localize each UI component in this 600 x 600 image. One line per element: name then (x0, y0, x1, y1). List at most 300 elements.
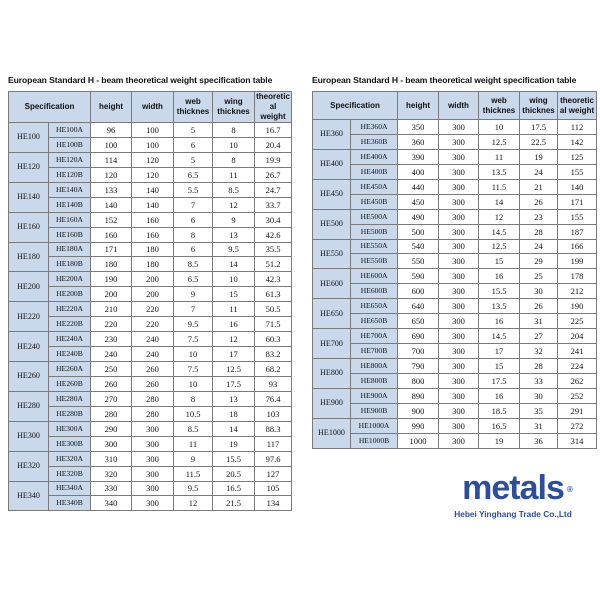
table-row (313, 149, 597, 164)
model-cell: HE1000A (351, 418, 398, 433)
web-thickness-cell: 13.5 (479, 299, 520, 314)
weight-cell: 252 (558, 388, 597, 403)
wing-thickness-cell: 16.5 (213, 481, 255, 496)
height-cell: 100 (91, 137, 132, 152)
wing-thickness-cell: 11 (213, 302, 255, 317)
table-row (313, 194, 597, 209)
series-cell: HE200 (9, 272, 49, 302)
model-cell: HE120B (49, 167, 91, 182)
weight-cell: 26.7 (255, 167, 292, 182)
width-cell: 300 (439, 284, 479, 299)
model-cell: HE650B (351, 314, 398, 329)
table-row (9, 421, 292, 436)
web-thickness-cell: 8 (174, 227, 213, 242)
header-specification: Specification (313, 92, 398, 120)
height-cell: 990 (398, 418, 439, 433)
header-theoretical-weight: theoretic al weight (558, 92, 597, 120)
table-row (313, 403, 597, 418)
height-cell: 210 (91, 302, 132, 317)
height-cell: 160 (91, 227, 132, 242)
height-cell: 350 (398, 120, 439, 135)
web-thickness-cell: 18.5 (479, 403, 520, 418)
model-cell: HE200B (49, 287, 91, 302)
web-thickness-cell: 15 (479, 359, 520, 374)
width-cell: 180 (132, 257, 174, 272)
width-cell: 260 (132, 376, 174, 391)
weight-cell: 71.5 (255, 317, 292, 332)
web-thickness-cell: 10.5 (174, 406, 213, 421)
height-cell: 900 (398, 403, 439, 418)
wing-thickness-cell: 8 (213, 123, 255, 138)
wing-thickness-cell: 32 (520, 344, 558, 359)
table-row (313, 433, 597, 448)
wing-thickness-cell: 23 (520, 209, 558, 224)
model-cell: HE320A (49, 451, 91, 466)
height-cell: 490 (398, 209, 439, 224)
table-row (9, 227, 292, 242)
height-cell: 600 (398, 284, 439, 299)
web-thickness-cell: 12.5 (479, 239, 520, 254)
wing-thickness-cell: 15 (213, 287, 255, 302)
weight-cell: 88.3 (255, 421, 292, 436)
web-thickness-cell: 16 (479, 269, 520, 284)
table-row (313, 269, 597, 284)
weight-cell: 20.4 (255, 137, 292, 152)
web-thickness-cell: 17.5 (479, 373, 520, 388)
width-cell: 300 (132, 496, 174, 511)
wing-thickness-cell: 12 (213, 332, 255, 347)
web-thickness-cell: 13.5 (479, 164, 520, 179)
model-cell: HE400B (351, 164, 398, 179)
height-cell: 890 (398, 388, 439, 403)
width-cell: 300 (439, 418, 479, 433)
width-cell: 300 (439, 149, 479, 164)
width-cell: 300 (439, 269, 479, 284)
width-cell: 300 (439, 194, 479, 209)
width-cell: 300 (439, 373, 479, 388)
table-row (9, 436, 292, 451)
table-row (313, 209, 597, 224)
series-cell: HE240 (9, 332, 49, 362)
model-cell: HE260B (49, 376, 91, 391)
model-cell: HE1000B (351, 433, 398, 448)
web-thickness-cell: 12.5 (479, 134, 520, 149)
weight-cell: 33.7 (255, 197, 292, 212)
model-cell: HE650A (351, 299, 398, 314)
weight-cell: 225 (558, 314, 597, 329)
height-cell: 540 (398, 239, 439, 254)
table-row (9, 451, 292, 466)
weight-cell: 178 (558, 269, 597, 284)
height-cell: 290 (91, 421, 132, 436)
weight-cell: 117 (255, 436, 292, 451)
weight-cell: 140 (558, 179, 597, 194)
wing-thickness-cell: 13 (213, 227, 255, 242)
width-cell: 200 (132, 272, 174, 287)
web-thickness-cell: 8.5 (174, 257, 213, 272)
height-cell: 260 (91, 376, 132, 391)
series-cell: HE1000 (313, 418, 351, 448)
web-thickness-cell: 5 (174, 123, 213, 138)
height-cell: 340 (91, 496, 132, 511)
model-cell: HE360A (351, 120, 398, 135)
weight-cell: 51.2 (255, 257, 292, 272)
weight-cell: 50.5 (255, 302, 292, 317)
weight-cell: 134 (255, 496, 292, 511)
height-cell: 590 (398, 269, 439, 284)
width-cell: 300 (439, 299, 479, 314)
wing-thickness-cell: 18 (213, 406, 255, 421)
width-cell: 300 (439, 388, 479, 403)
model-cell: HE240B (49, 347, 91, 362)
table-row (9, 317, 292, 332)
model-cell: HE220A (49, 302, 91, 317)
header-height: height (398, 92, 439, 120)
weight-cell: 35.5 (255, 242, 292, 257)
height-cell: 240 (91, 347, 132, 362)
weight-cell: 187 (558, 224, 597, 239)
right-spec-table (312, 91, 597, 449)
height-cell: 550 (398, 254, 439, 269)
weight-cell: 97.6 (255, 451, 292, 466)
height-cell: 790 (398, 359, 439, 374)
series-cell: HE320 (9, 451, 49, 481)
series-cell: HE700 (313, 329, 351, 359)
company-name: Hebei Yinghang Trade Co.,Ltd (454, 509, 572, 519)
width-cell: 220 (132, 302, 174, 317)
wing-thickness-cell: 15.5 (213, 451, 255, 466)
table-row (9, 123, 292, 138)
series-cell: HE300 (9, 421, 49, 451)
model-cell: HE320B (49, 466, 91, 481)
height-cell: 114 (91, 152, 132, 167)
model-cell: HE180B (49, 257, 91, 272)
series-cell: HE600 (313, 269, 351, 299)
weight-cell: 127 (255, 466, 292, 481)
web-thickness-cell: 6 (174, 212, 213, 227)
height-cell: 400 (398, 164, 439, 179)
table-row (9, 272, 292, 287)
height-cell: 200 (91, 287, 132, 302)
web-thickness-cell: 11.5 (479, 179, 520, 194)
wing-thickness-cell: 27 (520, 329, 558, 344)
wing-thickness-cell: 12.5 (213, 362, 255, 377)
model-cell: HE260A (49, 362, 91, 377)
right-table-title: European Standard H - beam theoretical weight specification table (312, 75, 577, 85)
height-cell: 440 (398, 179, 439, 194)
wing-thickness-cell: 8.5 (213, 182, 255, 197)
series-cell: HE900 (313, 388, 351, 418)
table-row (9, 302, 292, 317)
wing-thickness-cell: 9.5 (213, 242, 255, 257)
model-cell: HE300A (49, 421, 91, 436)
table-row (313, 418, 597, 433)
web-thickness-cell: 9.5 (174, 481, 213, 496)
width-cell: 160 (132, 212, 174, 227)
web-thickness-cell: 15 (479, 254, 520, 269)
width-cell: 300 (132, 421, 174, 436)
series-cell: HE800 (313, 359, 351, 389)
wing-thickness-cell: 24 (520, 164, 558, 179)
weight-cell: 272 (558, 418, 597, 433)
series-cell: HE180 (9, 242, 49, 272)
height-cell: 320 (91, 466, 132, 481)
wing-thickness-cell: 9 (213, 212, 255, 227)
series-cell: HE260 (9, 362, 49, 392)
wing-thickness-cell: 31 (520, 418, 558, 433)
model-cell: HE600A (351, 269, 398, 284)
height-cell: 230 (91, 332, 132, 347)
wing-thickness-cell: 22.5 (520, 134, 558, 149)
table-row (313, 344, 597, 359)
wing-thickness-cell: 21.5 (213, 496, 255, 511)
web-thickness-cell: 7.5 (174, 332, 213, 347)
height-cell: 140 (91, 197, 132, 212)
wing-thickness-cell: 28 (520, 359, 558, 374)
header-wing-thickness: wing thicknes (520, 92, 558, 120)
model-cell: HE500B (351, 224, 398, 239)
weight-cell: 155 (558, 209, 597, 224)
table-row (9, 242, 292, 257)
wing-thickness-cell: 26 (520, 194, 558, 209)
table-row (313, 329, 597, 344)
web-thickness-cell: 12 (174, 496, 213, 511)
width-cell: 300 (439, 433, 479, 448)
model-cell: HE180A (49, 242, 91, 257)
wing-thickness-cell: 24 (520, 239, 558, 254)
width-cell: 300 (439, 120, 479, 135)
model-cell: HE220B (49, 317, 91, 332)
series-cell: HE140 (9, 182, 49, 212)
width-cell: 300 (439, 134, 479, 149)
series-cell: HE450 (313, 179, 351, 209)
table-row (313, 120, 597, 135)
table-row (9, 137, 292, 152)
web-thickness-cell: 9.5 (174, 317, 213, 332)
weight-cell: 42.3 (255, 272, 292, 287)
wing-thickness-cell: 31 (520, 314, 558, 329)
weight-cell: 93 (255, 376, 292, 391)
model-cell: HE450A (351, 179, 398, 194)
wing-thickness-cell: 10 (213, 272, 255, 287)
weight-cell: 166 (558, 239, 597, 254)
model-cell: HE300B (49, 436, 91, 451)
table-row (313, 179, 597, 194)
web-thickness-cell: 7.5 (174, 362, 213, 377)
height-cell: 330 (91, 481, 132, 496)
series-cell: HE280 (9, 391, 49, 421)
model-cell: HE200A (49, 272, 91, 287)
web-thickness-cell: 8 (174, 391, 213, 406)
table-row (9, 481, 292, 496)
table-row (9, 332, 292, 347)
web-thickness-cell: 5 (174, 152, 213, 167)
table-header-row (9, 92, 292, 123)
weight-cell: 291 (558, 403, 597, 418)
weight-cell: 42.6 (255, 227, 292, 242)
table-row (9, 376, 292, 391)
web-thickness-cell: 8.5 (174, 421, 213, 436)
width-cell: 300 (439, 359, 479, 374)
header-wing-thickness: wing thicknes (213, 92, 255, 123)
web-thickness-cell: 6 (174, 242, 213, 257)
wing-thickness-cell: 17.5 (520, 120, 558, 135)
weight-cell: 68.2 (255, 362, 292, 377)
web-thickness-cell: 14 (479, 194, 520, 209)
wing-thickness-cell: 29 (520, 254, 558, 269)
weight-cell: 171 (558, 194, 597, 209)
model-cell: HE140B (49, 197, 91, 212)
header-width: width (132, 92, 174, 123)
web-thickness-cell: 14.5 (479, 329, 520, 344)
width-cell: 300 (132, 481, 174, 496)
web-thickness-cell: 9 (174, 451, 213, 466)
model-cell: HE280B (49, 406, 91, 421)
table-row (9, 496, 292, 511)
weight-cell: 314 (558, 433, 597, 448)
wing-thickness-cell: 17 (213, 347, 255, 362)
height-cell: 270 (91, 391, 132, 406)
web-thickness-cell: 11 (174, 436, 213, 451)
wing-thickness-cell: 36 (520, 433, 558, 448)
wing-thickness-cell: 12 (213, 197, 255, 212)
web-thickness-cell: 7 (174, 302, 213, 317)
right-spec-table-block (312, 72, 596, 449)
header-web-thickness: web thicknes (174, 92, 213, 123)
table-row (9, 347, 292, 362)
web-thickness-cell: 9 (174, 287, 213, 302)
web-thickness-cell: 12 (479, 209, 520, 224)
series-cell: HE340 (9, 481, 49, 511)
model-cell: HE360B (351, 134, 398, 149)
left-spec-table-block (8, 72, 291, 511)
table-row (313, 284, 597, 299)
model-cell: HE700B (351, 344, 398, 359)
table-row (313, 164, 597, 179)
table-row (313, 134, 597, 149)
height-cell: 133 (91, 182, 132, 197)
wing-thickness-cell: 13 (213, 391, 255, 406)
width-cell: 200 (132, 287, 174, 302)
model-cell: HE700A (351, 329, 398, 344)
web-thickness-cell: 19 (479, 433, 520, 448)
width-cell: 140 (132, 197, 174, 212)
weight-cell: 125 (558, 149, 597, 164)
table-row (313, 373, 597, 388)
width-cell: 300 (439, 164, 479, 179)
model-cell: HE400A (351, 149, 398, 164)
logo-wordmark: metals (462, 469, 564, 507)
model-cell: HE450B (351, 194, 398, 209)
width-cell: 300 (439, 179, 479, 194)
height-cell: 96 (91, 123, 132, 138)
height-cell: 700 (398, 344, 439, 359)
height-cell: 300 (91, 436, 132, 451)
model-cell: HE160A (49, 212, 91, 227)
weight-cell: 103 (255, 406, 292, 421)
weight-cell: 105 (255, 481, 292, 496)
weight-cell: 24.7 (255, 182, 292, 197)
web-thickness-cell: 16 (479, 314, 520, 329)
weight-cell: 61.3 (255, 287, 292, 302)
width-cell: 300 (132, 451, 174, 466)
height-cell: 650 (398, 314, 439, 329)
width-cell: 280 (132, 406, 174, 421)
model-cell: HE900A (351, 388, 398, 403)
table-row (9, 362, 292, 377)
width-cell: 300 (439, 329, 479, 344)
width-cell: 120 (132, 152, 174, 167)
model-cell: HE900B (351, 403, 398, 418)
header-theoretical-weight: theoretic al weight (256, 92, 290, 121)
width-cell: 300 (439, 254, 479, 269)
wing-thickness-cell: 28 (520, 224, 558, 239)
table-row (9, 212, 292, 227)
height-cell: 280 (91, 406, 132, 421)
series-cell: HE220 (9, 302, 49, 332)
series-cell: HE500 (313, 209, 351, 239)
weight-cell: 83.2 (255, 347, 292, 362)
width-cell: 300 (132, 466, 174, 481)
height-cell: 450 (398, 194, 439, 209)
wing-thickness-cell: 26 (520, 299, 558, 314)
registered-mark: ® (566, 485, 573, 494)
series-cell: HE160 (9, 212, 49, 242)
weight-cell: 241 (558, 344, 597, 359)
table-row (9, 466, 292, 481)
model-cell: HE280A (49, 391, 91, 406)
table-row (9, 257, 292, 272)
table-row (9, 406, 292, 421)
height-cell: 500 (398, 224, 439, 239)
wing-thickness-cell: 30 (520, 284, 558, 299)
table-row (313, 224, 597, 239)
wing-thickness-cell: 11 (213, 167, 255, 182)
header-width: width (439, 92, 479, 120)
width-cell: 280 (132, 391, 174, 406)
company-logo (438, 470, 588, 519)
width-cell: 180 (132, 242, 174, 257)
table-row (9, 167, 292, 182)
weight-cell: 30.4 (255, 212, 292, 227)
series-cell: HE120 (9, 152, 49, 182)
height-cell: 190 (91, 272, 132, 287)
model-cell: HE100B (49, 137, 91, 152)
weight-cell: 19.9 (255, 152, 292, 167)
width-cell: 300 (439, 224, 479, 239)
left-table-title: European Standard H - beam theoretical weight specification table (8, 75, 273, 85)
web-thickness-cell: 10 (174, 376, 213, 391)
weight-cell: 199 (558, 254, 597, 269)
wing-thickness-cell: 20.5 (213, 466, 255, 481)
web-thickness-cell: 6.5 (174, 167, 213, 182)
header-height: height (91, 92, 132, 123)
web-thickness-cell: 11.5 (174, 466, 213, 481)
weight-cell: 60.3 (255, 332, 292, 347)
height-cell: 390 (398, 149, 439, 164)
web-thickness-cell: 17 (479, 344, 520, 359)
table-row (313, 299, 597, 314)
series-cell: HE400 (313, 149, 351, 179)
web-thickness-cell: 16.5 (479, 418, 520, 433)
height-cell: 250 (91, 362, 132, 377)
width-cell: 240 (132, 347, 174, 362)
wing-thickness-cell: 25 (520, 269, 558, 284)
width-cell: 120 (132, 167, 174, 182)
web-thickness-cell: 15.5 (479, 284, 520, 299)
wing-thickness-cell: 19 (520, 149, 558, 164)
width-cell: 220 (132, 317, 174, 332)
